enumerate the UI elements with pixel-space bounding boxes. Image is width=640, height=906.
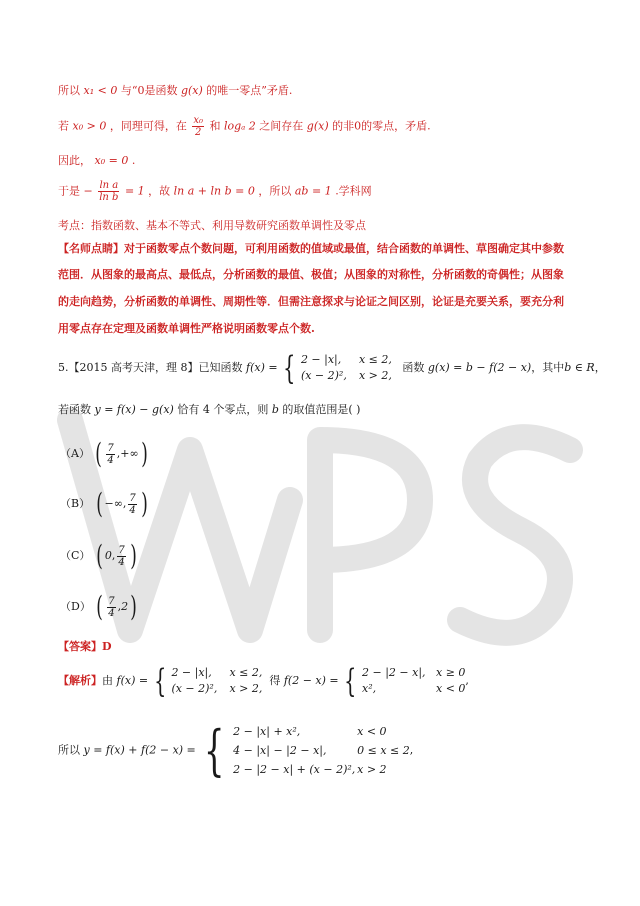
math: logₐ 2 <box>223 119 256 133</box>
tip-line-3: 的走向趋势，分析函数的单调性、周期性等．但需注意探求与论证之间区别，论证是充要关系，要充分利 <box>58 295 564 308</box>
text: 若函数 <box>58 403 91 416</box>
case-cond: x < 0 <box>357 725 387 738</box>
fraction <box>192 115 204 138</box>
case-cond: x ≤ 2, <box>229 666 263 679</box>
option-label: （B） <box>60 497 91 510</box>
proof-line-3 <box>58 154 135 168</box>
text: ，故 <box>148 184 171 198</box>
fraction: $\frac{7}{4}$ <box>108 595 115 619</box>
case-cond: x ≥ 0 <box>436 666 466 679</box>
case-cond: x ≤ 2, <box>358 353 392 366</box>
left-brace: { <box>153 662 166 700</box>
fraction: $\frac{7}{4}$ <box>118 544 125 568</box>
math: x₀ > 0 <box>72 119 107 133</box>
piecewise-cases <box>171 665 262 697</box>
text: ，所以 <box>258 184 292 198</box>
math: = 1 <box>124 184 145 198</box>
math: ln a + ln b = 0 <box>173 184 255 198</box>
piecewise-cases <box>362 665 465 697</box>
text: 已知函数 <box>198 361 243 374</box>
math: f(x) = <box>116 674 149 687</box>
paren: ) <box>129 539 137 572</box>
paren: ( <box>95 437 103 470</box>
text: 恰有 4 个零点，则 <box>177 403 269 416</box>
fraction: $\frac{7}{4}$ <box>129 492 136 516</box>
minus-sign: − <box>83 184 93 198</box>
left-brace: { <box>204 718 225 782</box>
numerator: ln a <box>99 180 119 191</box>
proof-line-2 <box>58 115 431 138</box>
option-a[interactable]: （A） ( $\frac{7}{4}$ ,+∞) <box>60 437 148 470</box>
paren: ) <box>140 487 148 520</box>
text: 由 <box>102 674 113 687</box>
math: g(x) <box>180 84 203 97</box>
case-expr: x², <box>362 682 377 695</box>
math: y = f(x) − g(x) <box>94 403 174 416</box>
math: g(x) <box>306 119 329 133</box>
problem-number: 5. <box>58 361 69 374</box>
option-label: （C） <box>60 549 91 562</box>
interval-end: +∞ <box>120 447 139 460</box>
text: 的非0的零点，矛盾. <box>332 119 431 133</box>
text: 若 <box>58 119 69 133</box>
paren: ( <box>95 487 103 520</box>
interval-start: −∞ <box>104 497 123 510</box>
analysis-label: 【解析】 <box>58 674 102 687</box>
math: b <box>271 403 279 416</box>
text: ，同理可得，在 <box>109 119 187 133</box>
math: f(2 − x) = <box>283 674 339 687</box>
text: 因此， <box>58 154 91 167</box>
option-c[interactable]: （C） ( 0, $\frac{7}{4}$ ) <box>60 539 137 572</box>
text: 所以 <box>58 743 80 757</box>
case-expr: (x − 2)², <box>300 369 347 382</box>
fraction <box>98 180 119 203</box>
tip-line-1 <box>58 242 564 256</box>
math: x₀ = 0 <box>94 154 129 167</box>
option-label: （D） <box>60 600 91 613</box>
math: b ∈ R <box>564 361 595 374</box>
text: 所以 <box>58 84 80 97</box>
proof-line-1 <box>58 84 292 98</box>
piecewise-cases <box>233 722 410 779</box>
text: . <box>131 154 136 167</box>
problem-source: 【2015 高考天津，理 8】 <box>68 361 199 374</box>
interval-start: 0 <box>104 549 112 562</box>
case-expr: (x − 2)², <box>171 682 218 695</box>
option-label: （A） <box>60 447 90 460</box>
text: ， <box>594 361 606 374</box>
case-cond: x > 2 <box>357 763 387 776</box>
case-expr: 2 − |x| + x², <box>233 725 301 738</box>
math: x₁ < 0 <box>83 84 118 97</box>
answer-line: 【答案】D <box>58 640 112 653</box>
problem-stem-line-1 <box>58 349 606 387</box>
text: 的唯一零点”矛盾. <box>206 84 293 97</box>
text: , <box>465 674 469 687</box>
piecewise-cases <box>301 352 392 384</box>
interval-end: 2 <box>121 600 129 613</box>
option-d[interactable]: （D） ( $\frac{7}{4}$ ,2) <box>60 590 137 623</box>
paren: ( <box>96 539 103 572</box>
analysis-line-1 <box>58 662 469 700</box>
text: 和 <box>209 119 221 133</box>
case-expr: 2 − |x|, <box>171 666 212 679</box>
text: 函数 <box>402 361 425 374</box>
case-cond: 0 ≤ x ≤ 2 <box>357 744 410 757</box>
denominator: ln b <box>99 192 119 203</box>
math: ab = 1 <box>294 184 332 198</box>
denominator: 2 <box>194 127 202 138</box>
text: 得 <box>269 674 281 687</box>
case-cond: x > 2, <box>358 369 392 382</box>
left-brace: { <box>344 662 357 700</box>
paren: ) <box>140 437 148 470</box>
text: ，其中 <box>531 361 565 374</box>
wps-watermark <box>40 380 600 680</box>
math: g(x) = b − f(2 − x) <box>427 361 532 374</box>
option-b[interactable]: （B） ( −∞, $\frac{7}{4}$ ) <box>60 487 148 520</box>
math: y = f(x) + f(2 − x) = <box>83 743 196 757</box>
fraction: $\frac{7}{4}$ <box>107 442 114 466</box>
numerator: x₀ <box>193 115 203 126</box>
text: 之间存在 <box>259 119 304 133</box>
tip-line-4: 用零点存在定理及函数单调性严格说明函数零点个数. <box>58 322 315 335</box>
tip-line-2: 范围．从图象的最高点、最低点，分析函数的最值、极值；从图象的对称性，分析函数的奇偶性；从图象 <box>58 268 564 281</box>
problem-stem-line-2 <box>58 403 360 417</box>
tip-label: 【名师点睛】 <box>58 242 124 255</box>
case-cond: x < 0 <box>436 682 466 695</box>
kaodian-line: 考点：指数函数、基本不等式、利用导数研究函数单调性及零点 <box>58 219 366 232</box>
tip-text: 对于函数零点个数问题，可利用函数的值域或最值，结合函数的单调性、草图确定其中参数 <box>124 242 564 255</box>
left-brace: { <box>283 349 296 387</box>
text: , <box>409 743 414 757</box>
case-expr: 2 − |2 − x|, <box>362 666 426 679</box>
case-expr: 4 − |x| − |2 − x|, <box>233 744 327 757</box>
text: 与“0是函数 <box>120 84 178 97</box>
paren: ( <box>96 590 104 623</box>
math: f(x) = <box>246 361 278 374</box>
paren: ) <box>130 590 137 623</box>
case-expr: 2 − |x|, <box>300 353 342 366</box>
text: .学科网 <box>335 184 372 198</box>
text: 于是 <box>58 184 80 198</box>
proof-line-4 <box>58 180 372 203</box>
case-cond: x > 2, <box>229 682 263 695</box>
text: 的取值范围是( ) <box>282 403 361 416</box>
case-expr: 2 − |2 − x| + (x − 2)², <box>233 763 356 776</box>
analysis-line-2 <box>58 718 414 782</box>
